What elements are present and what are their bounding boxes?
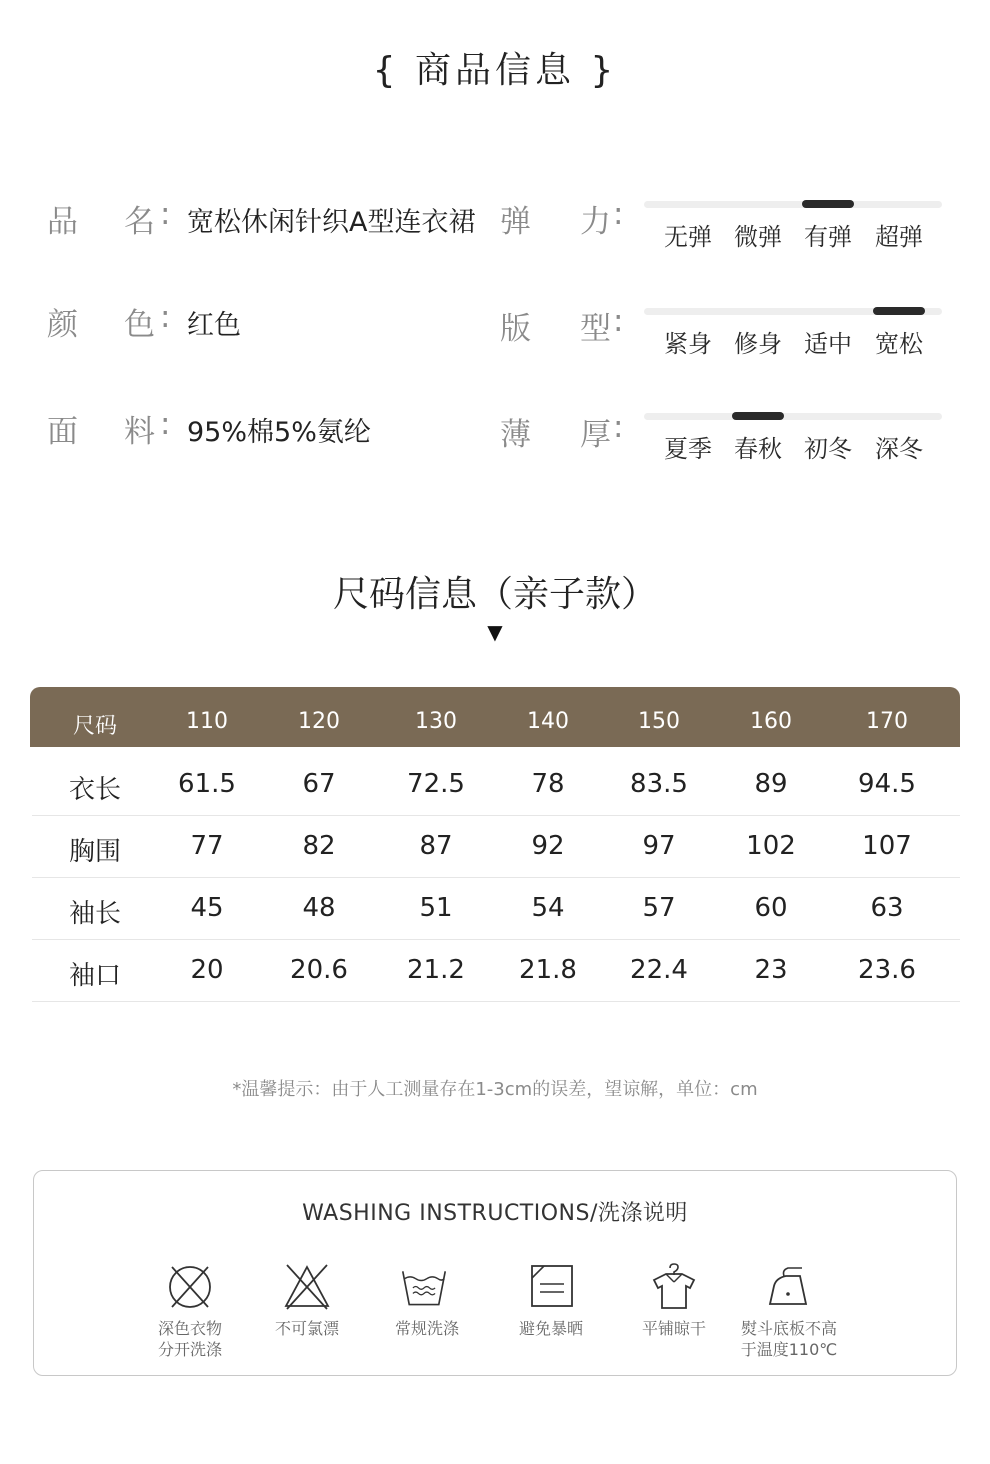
size-value-cell: 22.4 (630, 955, 688, 985)
size-value-cell: 23.6 (858, 955, 916, 985)
table-row (32, 815, 960, 878)
circle-cross-icon (166, 1262, 214, 1312)
size-value-cell: 21.2 (407, 955, 465, 985)
iron-icon (766, 1262, 814, 1312)
thickness-label-b: 厚 (580, 417, 611, 453)
size-value-cell: 87 (419, 831, 453, 861)
product-color-label-a: 颜 (47, 307, 78, 343)
row-label-cell: 胸围 (68, 837, 122, 867)
thickness-option: 初冬 (804, 435, 852, 463)
size-value-cell: 89 (754, 769, 788, 799)
wash-label-no-bleach: 不可氯漂 (274, 1319, 340, 1338)
product-fabric-label-b: 料 (124, 414, 155, 450)
wash-label-dark-separate: 深色衣物 分开洗涤 (157, 1319, 223, 1359)
thickness-colon: : (613, 409, 624, 445)
size-value-cell: 20 (190, 955, 224, 985)
flat-dry-icon (650, 1262, 698, 1312)
product-color-value: 红色 (187, 310, 241, 341)
size-header-cell: 170 (866, 709, 908, 734)
size-value-cell: 107 (862, 831, 912, 861)
size-value-cell: 72.5 (407, 769, 465, 799)
thickness-option: 春秋 (734, 435, 782, 463)
elasticity-colon: : (613, 196, 624, 232)
size-value-cell: 82 (302, 831, 336, 861)
size-value-cell: 54 (531, 893, 565, 923)
size-section-title: 尺码信息（亲子款） (332, 574, 657, 615)
size-value-cell: 23 (754, 955, 788, 985)
no-bleach-icon (283, 1262, 331, 1312)
size-header-cell: 140 (527, 709, 569, 734)
product-fabric-value: 95%棉5%氨纶 (187, 417, 371, 448)
wash-label-avoid-sun: 避免暴晒 (518, 1319, 584, 1338)
wash-label-normal-wash: 常规洗涤 (394, 1319, 460, 1338)
size-value-cell: 45 (190, 893, 224, 923)
fit-label-a: 版 (500, 311, 531, 347)
shade-dry-icon (528, 1262, 576, 1312)
product-name-label-a: 品 (47, 204, 78, 240)
elasticity-option: 无弹 (664, 223, 712, 251)
size-value-cell: 92 (531, 831, 565, 861)
size-table-header (30, 687, 960, 747)
thickness-label-a: 薄 (500, 417, 531, 453)
size-value-cell: 77 (190, 831, 224, 861)
size-value-cell: 60 (754, 893, 788, 923)
size-header-cell: 尺码 (72, 714, 118, 739)
product-color-colon: : (160, 299, 171, 335)
elasticity-label-b: 力 (580, 204, 611, 240)
size-header-cell: 160 (750, 709, 792, 734)
fit-colon: : (613, 303, 624, 339)
wash-label-iron: 熨斗底板不高 于温度110℃ (740, 1319, 838, 1359)
fit-label-b: 型 (580, 311, 611, 347)
size-header-cell: 120 (298, 709, 340, 734)
washing-title: WASHING INSTRUCTIONS/洗涤说明 (302, 1201, 688, 1226)
size-value-cell: 57 (642, 893, 676, 923)
down-arrow-icon: ▼ (487, 620, 503, 644)
row-label-cell: 衣长 (68, 775, 122, 805)
size-value-cell: 83.5 (630, 769, 688, 799)
thickness-indicator (732, 412, 784, 420)
fit-option: 宽松 (875, 330, 923, 358)
elasticity-label-a: 弹 (500, 204, 531, 240)
size-value-cell: 102 (746, 831, 796, 861)
measurement-note: *温馨提示：由于人工测量存在1-3cm的误差，望谅解，单位：cm (232, 1079, 758, 1100)
elasticity-option: 有弹 (804, 223, 852, 251)
fit-option: 修身 (734, 330, 782, 358)
table-row (32, 753, 960, 816)
thickness-track (644, 413, 942, 420)
product-name-colon: : (160, 196, 171, 232)
elasticity-option: 微弹 (734, 223, 782, 251)
product-fabric-label-a: 面 (47, 414, 78, 450)
table-row (32, 939, 960, 1002)
product-color-label-b: 色 (124, 307, 155, 343)
thickness-option: 深冬 (875, 435, 923, 463)
fit-option: 适中 (804, 330, 852, 358)
size-value-cell: 63 (870, 893, 904, 923)
wash-label-flat-dry: 平铺晾干 (641, 1319, 707, 1338)
product-name-value: 宽松休闲针织A型连衣裙 (187, 207, 476, 238)
size-value-cell: 78 (531, 769, 565, 799)
size-value-cell: 51 (419, 893, 453, 923)
size-value-cell: 61.5 (178, 769, 236, 799)
thickness-option: 夏季 (664, 435, 712, 463)
size-value-cell: 21.8 (519, 955, 577, 985)
size-value-cell: 97 (642, 831, 676, 861)
size-value-cell: 20.6 (290, 955, 348, 985)
row-label-cell: 袖口 (68, 961, 122, 991)
elasticity-track (644, 201, 942, 208)
row-label-cell: 袖长 (68, 899, 122, 929)
page-title: { 商品信息 } (372, 50, 618, 91)
size-value-cell: 48 (302, 893, 336, 923)
size-value-cell: 94.5 (858, 769, 916, 799)
size-header-cell: 150 (638, 709, 680, 734)
size-header-cell: 130 (415, 709, 457, 734)
fit-option: 紧身 (664, 330, 712, 358)
elasticity-indicator (802, 200, 854, 208)
size-header-cell: 110 (186, 709, 228, 734)
table-row (32, 877, 960, 940)
product-fabric-colon: : (160, 406, 171, 442)
product-name-label-b: 名 (124, 204, 155, 240)
elasticity-option: 超弹 (875, 223, 923, 251)
fit-indicator (873, 307, 925, 315)
size-value-cell: 67 (302, 769, 336, 799)
wash-tub-icon (400, 1262, 448, 1312)
